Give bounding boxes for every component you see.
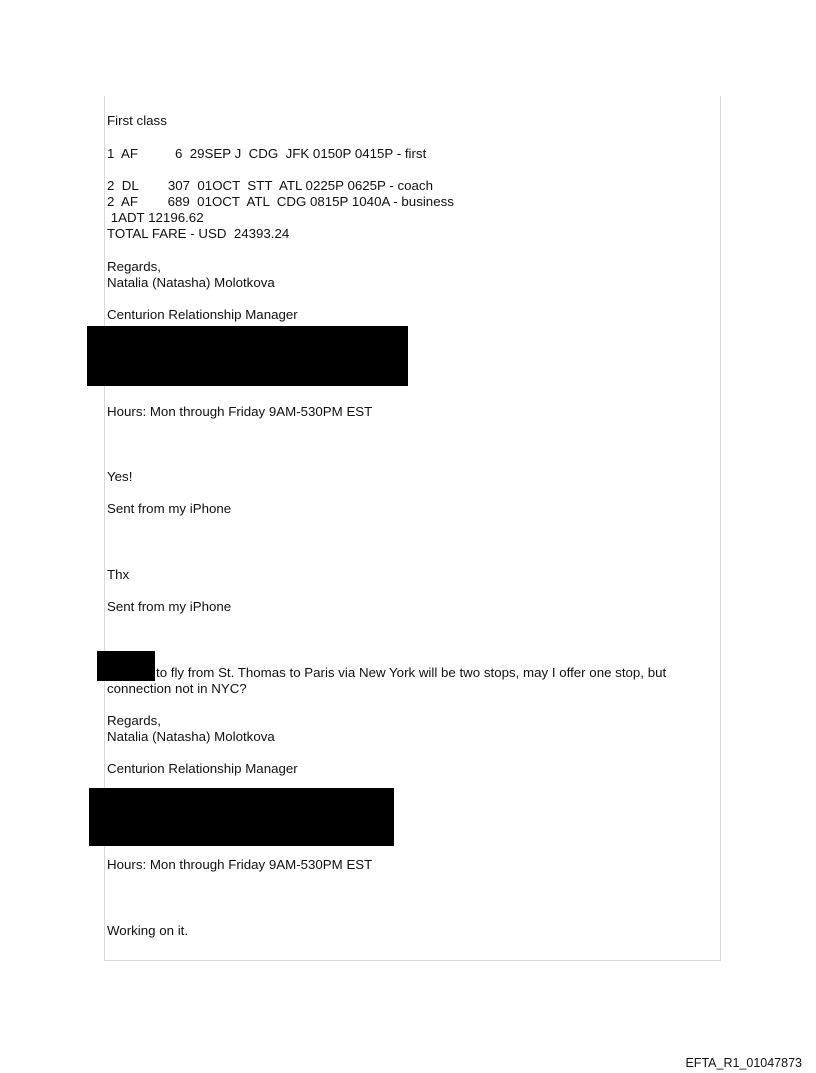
- redaction-block-2: [97, 651, 155, 681]
- sent-from-1: Sent from my iPhone: [107, 501, 232, 516]
- redaction-block-1: [87, 326, 408, 386]
- itinerary-line-3: 2 AF 689 01OCT ATL CDG 0815P 1040A - business: [107, 194, 454, 209]
- reply-thx: Thx: [107, 567, 130, 582]
- signer-title-1: Centurion Relationship Manager: [107, 307, 298, 322]
- hours-1: Hours: Mon through Friday 9AM-530PM EST: [107, 404, 373, 419]
- itinerary-line-1: 1 AF 6 29SEP J CDG JFK 0150P 0415P - first: [107, 146, 427, 161]
- signer-name-1: Natalia (Natasha) Molotkova: [107, 275, 275, 290]
- redaction-block-3: [89, 788, 394, 846]
- message-line-1: to fly from St. Thomas to Paris via New York will be two stops, may I offer one stop, but: [156, 665, 667, 680]
- signer-title-2: Centurion Relationship Manager: [107, 761, 298, 776]
- reply-working: Working on it.: [107, 923, 189, 938]
- itinerary-line-2: 2 DL 307 01OCT STT ATL 0225P 0625P - coach: [107, 178, 433, 193]
- regards-2: Regards,: [107, 713, 161, 728]
- message-line-2: connection not in NYC?: [107, 681, 247, 696]
- first-class-heading: First class: [107, 113, 167, 128]
- reply-yes: Yes!: [107, 469, 133, 484]
- hours-2: Hours: Mon through Friday 9AM-530PM EST: [107, 857, 373, 872]
- signer-name-2: Natalia (Natasha) Molotkova: [107, 729, 275, 744]
- total-fare: TOTAL FARE - USD 24393.24: [107, 226, 290, 241]
- fare-line: 1ADT 12196.62: [107, 210, 204, 225]
- document-id-footer: EFTA_R1_01047873: [685, 1056, 802, 1070]
- sent-from-2: Sent from my iPhone: [107, 599, 232, 614]
- regards-1: Regards,: [107, 259, 161, 274]
